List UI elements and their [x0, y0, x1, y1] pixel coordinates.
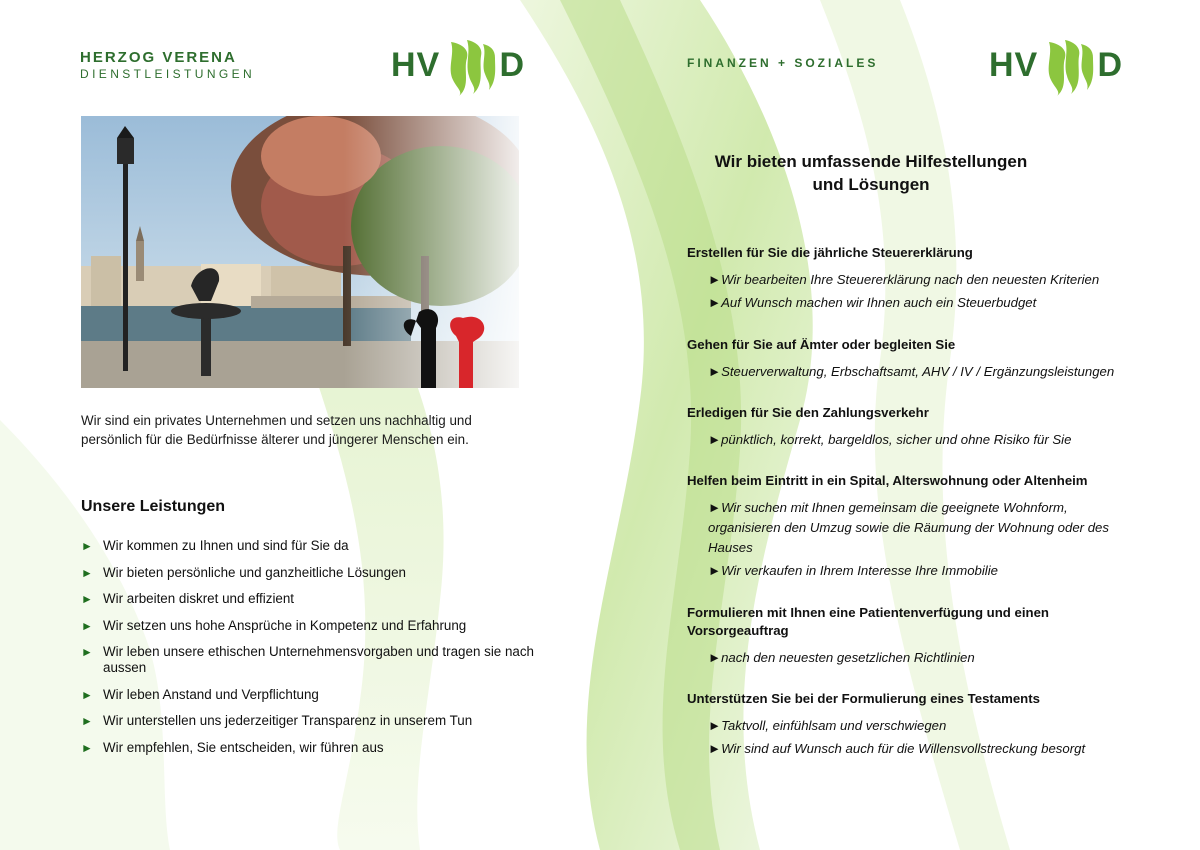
brand-name — [80, 50, 255, 82]
section-item: ►Auf Wunsch machen wir Ihnen auch ein Steuerbudget — [708, 295, 1037, 310]
brand-line1: HERZOG VERENA — [80, 49, 237, 66]
section-item: ►pünktlich, korrekt, bargeldlos, sicher und ohne Risiko für Sie — [708, 432, 1072, 447]
section-item: ►Wir suchen mit Ihnen gemeinsam die geeignete Wohnform, organisieren den Umzug sowie die Räumung der Wohnung oder des Hauses — [708, 500, 1109, 555]
logo-hv: HV — [391, 46, 441, 84]
arrow-icon: ► — [708, 364, 722, 379]
section-item: ►Steuerverwaltung, Erbschaftsamt, AHV / IV / Ergänzungsleistungen — [708, 364, 1115, 379]
logo-hv: HV — [989, 46, 1039, 84]
service-item: ► Wir empfehlen, Sie entscheiden, wir führen aus — [81, 739, 384, 755]
arrow-icon: ► — [708, 563, 722, 578]
arrow-icon: ► — [708, 650, 722, 665]
service-item: ► Wir unterstellen uns jederzeitiger Transparenz in unserem Tun — [81, 713, 473, 728]
arrow-icon: ► — [81, 618, 93, 633]
logo-d: D — [499, 46, 524, 84]
arrow-icon: ► — [708, 432, 722, 447]
arrow-icon: ► — [708, 272, 722, 287]
section-item: ►Taktvoll, einfühlsam und verschwiegen — [708, 718, 947, 733]
hvd-logo — [391, 34, 526, 96]
arrow-icon: ► — [708, 741, 722, 756]
brand-line2: DIENSTLEISTUNGEN — [80, 67, 256, 81]
arrow-icon: ► — [708, 500, 722, 515]
section-heading: Gehen für Sie auf Ämter oder begleiten Sie — [687, 337, 956, 352]
arrow-icon: ► — [81, 565, 93, 580]
service-item: ► Wir leben unsere ethischen Unternehmensvorgaben und tragen sie nach aussen — [81, 644, 534, 675]
section-item: ►Wir sind auf Wunsch auch für die Willensvollstreckung besorgt — [708, 741, 1086, 756]
services-list — [81, 538, 541, 766]
arrow-icon: ► — [81, 539, 93, 553]
arrow-icon: ► — [81, 687, 93, 702]
section-heading: Formulieren mit Ihnen eine Patientenverfügung und einen Vorsorgeauftrag — [687, 605, 1049, 638]
tagline: FINANZEN + SOZIALES — [687, 56, 879, 70]
section-heading: Erstellen für Sie die jährliche Steuererklärung — [687, 245, 973, 260]
logo-flame-icon — [437, 34, 503, 96]
arrow-icon: ► — [708, 295, 722, 310]
logo-d: D — [1097, 46, 1122, 84]
service-item: ► Wir bieten persönliche und ganzheitliche Lösungen — [81, 564, 406, 580]
logo-flame-icon — [1035, 34, 1101, 96]
section-heading: Helfen beim Eintritt in ein Spital, Alterswohnung oder Altenheim — [687, 473, 1088, 488]
hvd-logo-right — [989, 34, 1124, 96]
arrow-icon: ► — [81, 592, 93, 606]
intro-text: Wir sind ein privates Unternehmen und setzen uns nachhaltig und persönlich für die Bedürfnisse älterer und jüngerer Menschen ein. — [81, 413, 472, 447]
arrow-icon: ► — [708, 718, 722, 733]
right-panel — [600, 0, 1200, 850]
basel-photo — [81, 116, 519, 388]
service-item: ► Wir setzen uns hohe Ansprüche in Kompetenz und Erfahrung — [81, 617, 467, 633]
arrow-icon: ► — [81, 714, 93, 728]
section-item: ►Wir bearbeiten Ihre Steuererklärung nach den neuesten Kriterien — [708, 272, 1100, 287]
section-item: ►Wir verkaufen in Ihrem Interesse Ihre Immobilie — [708, 563, 998, 578]
service-item: ► Wir kommen zu Ihnen und sind für Sie da — [81, 538, 349, 553]
section-heading: Unterstützen Sie bei der Formulierung eines Testaments — [687, 691, 1040, 706]
right-title: Wir bieten umfassende Hilfestellungen und Lösungen — [714, 152, 1028, 194]
arrow-icon: ► — [81, 645, 93, 659]
service-item: ► Wir leben Anstand und Verpflichtung — [81, 686, 319, 702]
section-heading: Erledigen für Sie den Zahlungsverkehr — [687, 405, 929, 420]
arrow-icon: ► — [81, 740, 93, 755]
section-item: ►nach den neuesten gesetzlichen Richtlinien — [708, 650, 975, 665]
services-heading: Unsere Leistungen — [81, 498, 226, 515]
service-item: ► Wir arbeiten diskret und effizient — [81, 591, 295, 606]
